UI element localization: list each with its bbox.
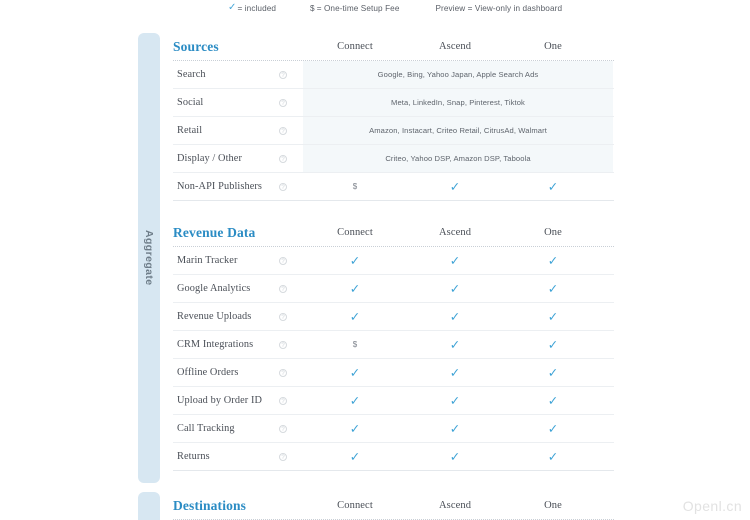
table-row[interactable] — [173, 387, 614, 415]
row-span-value: Google, Bing, Yahoo Japan, Apple Search Ads — [303, 61, 613, 88]
row-label: Retail — [177, 125, 203, 136]
watermark: Openl.cn — [682, 498, 742, 514]
cell-one: ✓ — [547, 253, 559, 268]
column-header-one: One — [544, 41, 562, 52]
rail-destinations — [138, 492, 160, 520]
cell-one: ✓ — [547, 365, 559, 380]
row-label: Returns — [177, 451, 210, 462]
cell-one: ✓ — [547, 421, 559, 436]
cell-ascend: ✓ — [449, 179, 461, 194]
row-label: Upload by Order ID — [177, 395, 263, 406]
row-label: Call Tracking — [177, 423, 235, 434]
info-icon[interactable]: ? — [279, 127, 287, 135]
section-title: Revenue Data — [173, 224, 256, 240]
table-row[interactable] — [173, 359, 614, 387]
table-row[interactable] — [173, 247, 614, 275]
section-header-destinations — [173, 492, 614, 520]
column-header-ascend: Ascend — [438, 227, 472, 238]
table-row[interactable] — [173, 117, 614, 145]
row-label: Offline Orders — [177, 367, 239, 378]
legend-item-included — [228, 3, 276, 13]
rail-aggregate — [138, 33, 160, 483]
row-label: Marin Tracker — [177, 255, 238, 266]
row-label: CRM Integrations — [177, 339, 254, 350]
column-header-connect: Connect — [337, 41, 373, 52]
row-label: Social — [177, 97, 204, 108]
info-icon[interactable]: ? — [279, 341, 287, 349]
info-icon[interactable]: ? — [279, 313, 287, 321]
info-icon[interactable]: ? — [279, 183, 287, 191]
cell-connect: ✓ — [349, 421, 361, 436]
section-title: Sources — [173, 38, 219, 54]
check-icon: ✓ — [228, 2, 237, 13]
section-revenue-data — [173, 219, 614, 471]
column-header-connect: Connect — [337, 500, 373, 511]
cell-connect: $ — [352, 182, 358, 191]
legend-included-label: = included — [237, 3, 277, 13]
table-row[interactable] — [173, 443, 614, 471]
cell-ascend: ✓ — [449, 365, 461, 380]
section-title: Destinations — [173, 497, 247, 513]
cell-connect: ✓ — [349, 449, 361, 464]
table-row[interactable] — [173, 89, 614, 117]
column-header-one: One — [544, 227, 562, 238]
cell-connect: ✓ — [349, 281, 361, 296]
table-row[interactable] — [173, 331, 614, 359]
legend — [228, 0, 563, 16]
dollar-icon: $ — [310, 3, 315, 13]
rail-aggregate-label: Aggregate — [143, 230, 155, 286]
row-label: Search — [177, 69, 206, 80]
section-sources — [173, 33, 614, 201]
row-label: Non-API Publishers — [177, 181, 263, 192]
table-row[interactable] — [173, 61, 614, 89]
info-icon[interactable]: ? — [279, 285, 287, 293]
table-row[interactable] — [173, 173, 614, 201]
legend-item-preview — [435, 4, 562, 13]
cell-ascend: ✓ — [449, 449, 461, 464]
info-icon[interactable]: ? — [279, 257, 287, 265]
cell-one: ✓ — [547, 393, 559, 408]
row-label: Google Analytics — [177, 283, 251, 294]
column-header-ascend: Ascend — [438, 500, 472, 511]
cell-one: ✓ — [547, 337, 559, 352]
info-icon[interactable]: ? — [279, 369, 287, 377]
cell-connect: ✓ — [349, 393, 361, 408]
cell-connect: ✓ — [349, 253, 361, 268]
row-span-value: Amazon, Instacart, Criteo Retail, CitrusAd, Walmart — [303, 117, 613, 144]
legend-preview-label: Preview = View-only in dashboard — [435, 3, 563, 13]
section-destinations — [173, 492, 614, 520]
info-icon[interactable]: ? — [279, 425, 287, 433]
column-header-connect: Connect — [337, 227, 373, 238]
cell-one: ✓ — [547, 449, 559, 464]
section-header-revenue-data — [173, 219, 614, 247]
info-icon[interactable]: ? — [279, 397, 287, 405]
column-header-one: One — [544, 500, 562, 511]
info-icon[interactable]: ? — [279, 155, 287, 163]
info-icon[interactable]: ? — [279, 99, 287, 107]
section-header-sources — [173, 33, 614, 61]
cell-one: ✓ — [547, 281, 559, 296]
cell-connect: ✓ — [349, 365, 361, 380]
table-row[interactable] — [173, 415, 614, 443]
cell-ascend: ✓ — [449, 281, 461, 296]
info-icon[interactable]: ? — [279, 71, 287, 79]
cell-one: ✓ — [547, 179, 559, 194]
cell-connect: $ — [352, 340, 358, 349]
row-label: Revenue Uploads — [177, 311, 252, 322]
cell-connect: ✓ — [349, 309, 361, 324]
cell-ascend: ✓ — [449, 421, 461, 436]
column-header-ascend: Ascend — [438, 41, 472, 52]
row-span-value: Meta, LinkedIn, Snap, Pinterest, Tiktok — [303, 89, 613, 116]
table-row[interactable] — [173, 275, 614, 303]
cell-ascend: ✓ — [449, 253, 461, 268]
legend-item-setup-fee — [310, 4, 399, 13]
row-span-value: Criteo, Yahoo DSP, Amazon DSP, Taboola — [303, 145, 613, 172]
cell-ascend: ✓ — [449, 309, 461, 324]
row-label: Display / Other — [177, 153, 242, 164]
table-row[interactable] — [173, 145, 614, 173]
cell-ascend: ✓ — [449, 393, 461, 408]
cell-one: ✓ — [547, 309, 559, 324]
cell-ascend: ✓ — [449, 337, 461, 352]
table-row[interactable] — [173, 303, 614, 331]
legend-setup-fee-label: = One-time Setup Fee — [316, 3, 400, 13]
info-icon[interactable]: ? — [279, 453, 287, 461]
